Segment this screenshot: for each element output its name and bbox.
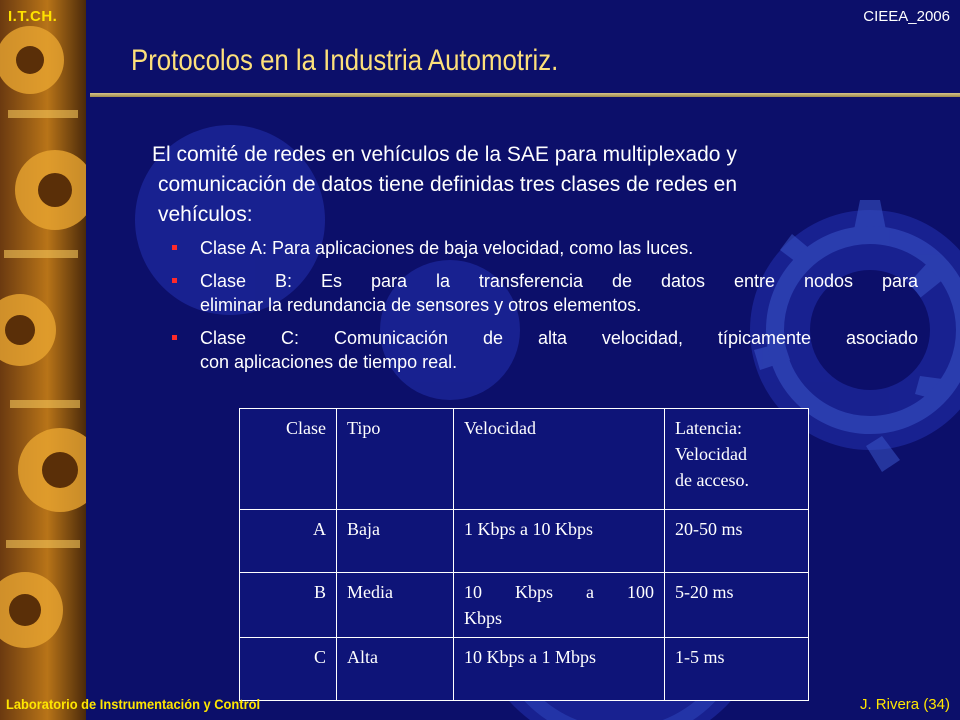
bullet-marker-icon <box>172 278 177 283</box>
bullet-text: con aplicaciones de tiempo real. <box>200 352 458 372</box>
table-cell: 1 Kbps a 10 Kbps <box>454 510 665 573</box>
table-cell: A <box>240 510 337 573</box>
bullet-list <box>170 236 918 383</box>
table-cell: B <box>240 573 337 638</box>
table-row <box>240 638 809 701</box>
intro-paragraph <box>152 140 918 230</box>
cell-text-line: 10 Kbps a 100 <box>464 582 654 602</box>
table-cell: Media <box>337 573 454 638</box>
header-text-line: Velocidad <box>675 444 747 464</box>
slide-title: Protocolos en la Industria Automotriz. <box>131 44 559 77</box>
footer-lab-label: Laboratorio de Instrumentación y Control <box>6 696 261 712</box>
table-cell: 20-50 ms <box>665 510 809 573</box>
table-cell: 1-5 ms <box>665 638 809 701</box>
intro-line: comunicación de datos tiene definidas tres clases de redes en <box>158 173 738 196</box>
header-cell-tipo: Tipo <box>337 409 454 510</box>
network-classes-table <box>239 408 809 701</box>
table-cell: 10 Kbps a 1 Mbps <box>454 638 665 701</box>
table-cell <box>454 573 665 638</box>
intro-line: vehículos: <box>158 203 253 226</box>
bullet-item <box>170 326 918 374</box>
cell-text-line: Kbps <box>464 608 503 628</box>
header-cell-latencia <box>665 409 809 510</box>
header-cell-velocidad: Velocidad <box>454 409 665 510</box>
org-label: I.T.CH. <box>8 8 58 25</box>
title-divider <box>90 93 960 97</box>
conference-label: CIEEA_2006 <box>863 8 950 25</box>
bullet-item <box>170 236 918 260</box>
bullet-item <box>170 269 918 317</box>
bullet-text: Clase B: Es para la transferencia de datos entre nodos para <box>200 271 918 291</box>
table-cell: Alta <box>337 638 454 701</box>
table-row <box>240 573 809 638</box>
bullet-marker-icon <box>172 335 177 340</box>
intro-line: El comité de redes en vehículos de la SAE para multiplexado y <box>152 143 737 166</box>
bullet-text: Clase A: Para aplicaciones de baja velocidad, como las luces. <box>200 238 694 258</box>
table-cell: 5-20 ms <box>665 573 809 638</box>
footer-author-label: J. Rivera (34) <box>859 696 950 713</box>
table-row <box>240 510 809 573</box>
table-cell: Baja <box>337 510 454 573</box>
header-cell-clase: Clase <box>240 409 337 510</box>
bullet-marker-icon <box>172 245 177 250</box>
bullet-text: Clase C: Comunicación de alta velocidad, típicamente asociado <box>200 328 918 348</box>
table-cell: C <box>240 638 337 701</box>
header-text-line: Latencia: <box>675 418 742 438</box>
bullet-text: eliminar la redundancia de sensores y otros elementos. <box>200 295 642 315</box>
header-text-line: de acceso. <box>675 470 749 490</box>
table-header-row <box>240 409 809 510</box>
left-gear-strip <box>0 0 86 720</box>
